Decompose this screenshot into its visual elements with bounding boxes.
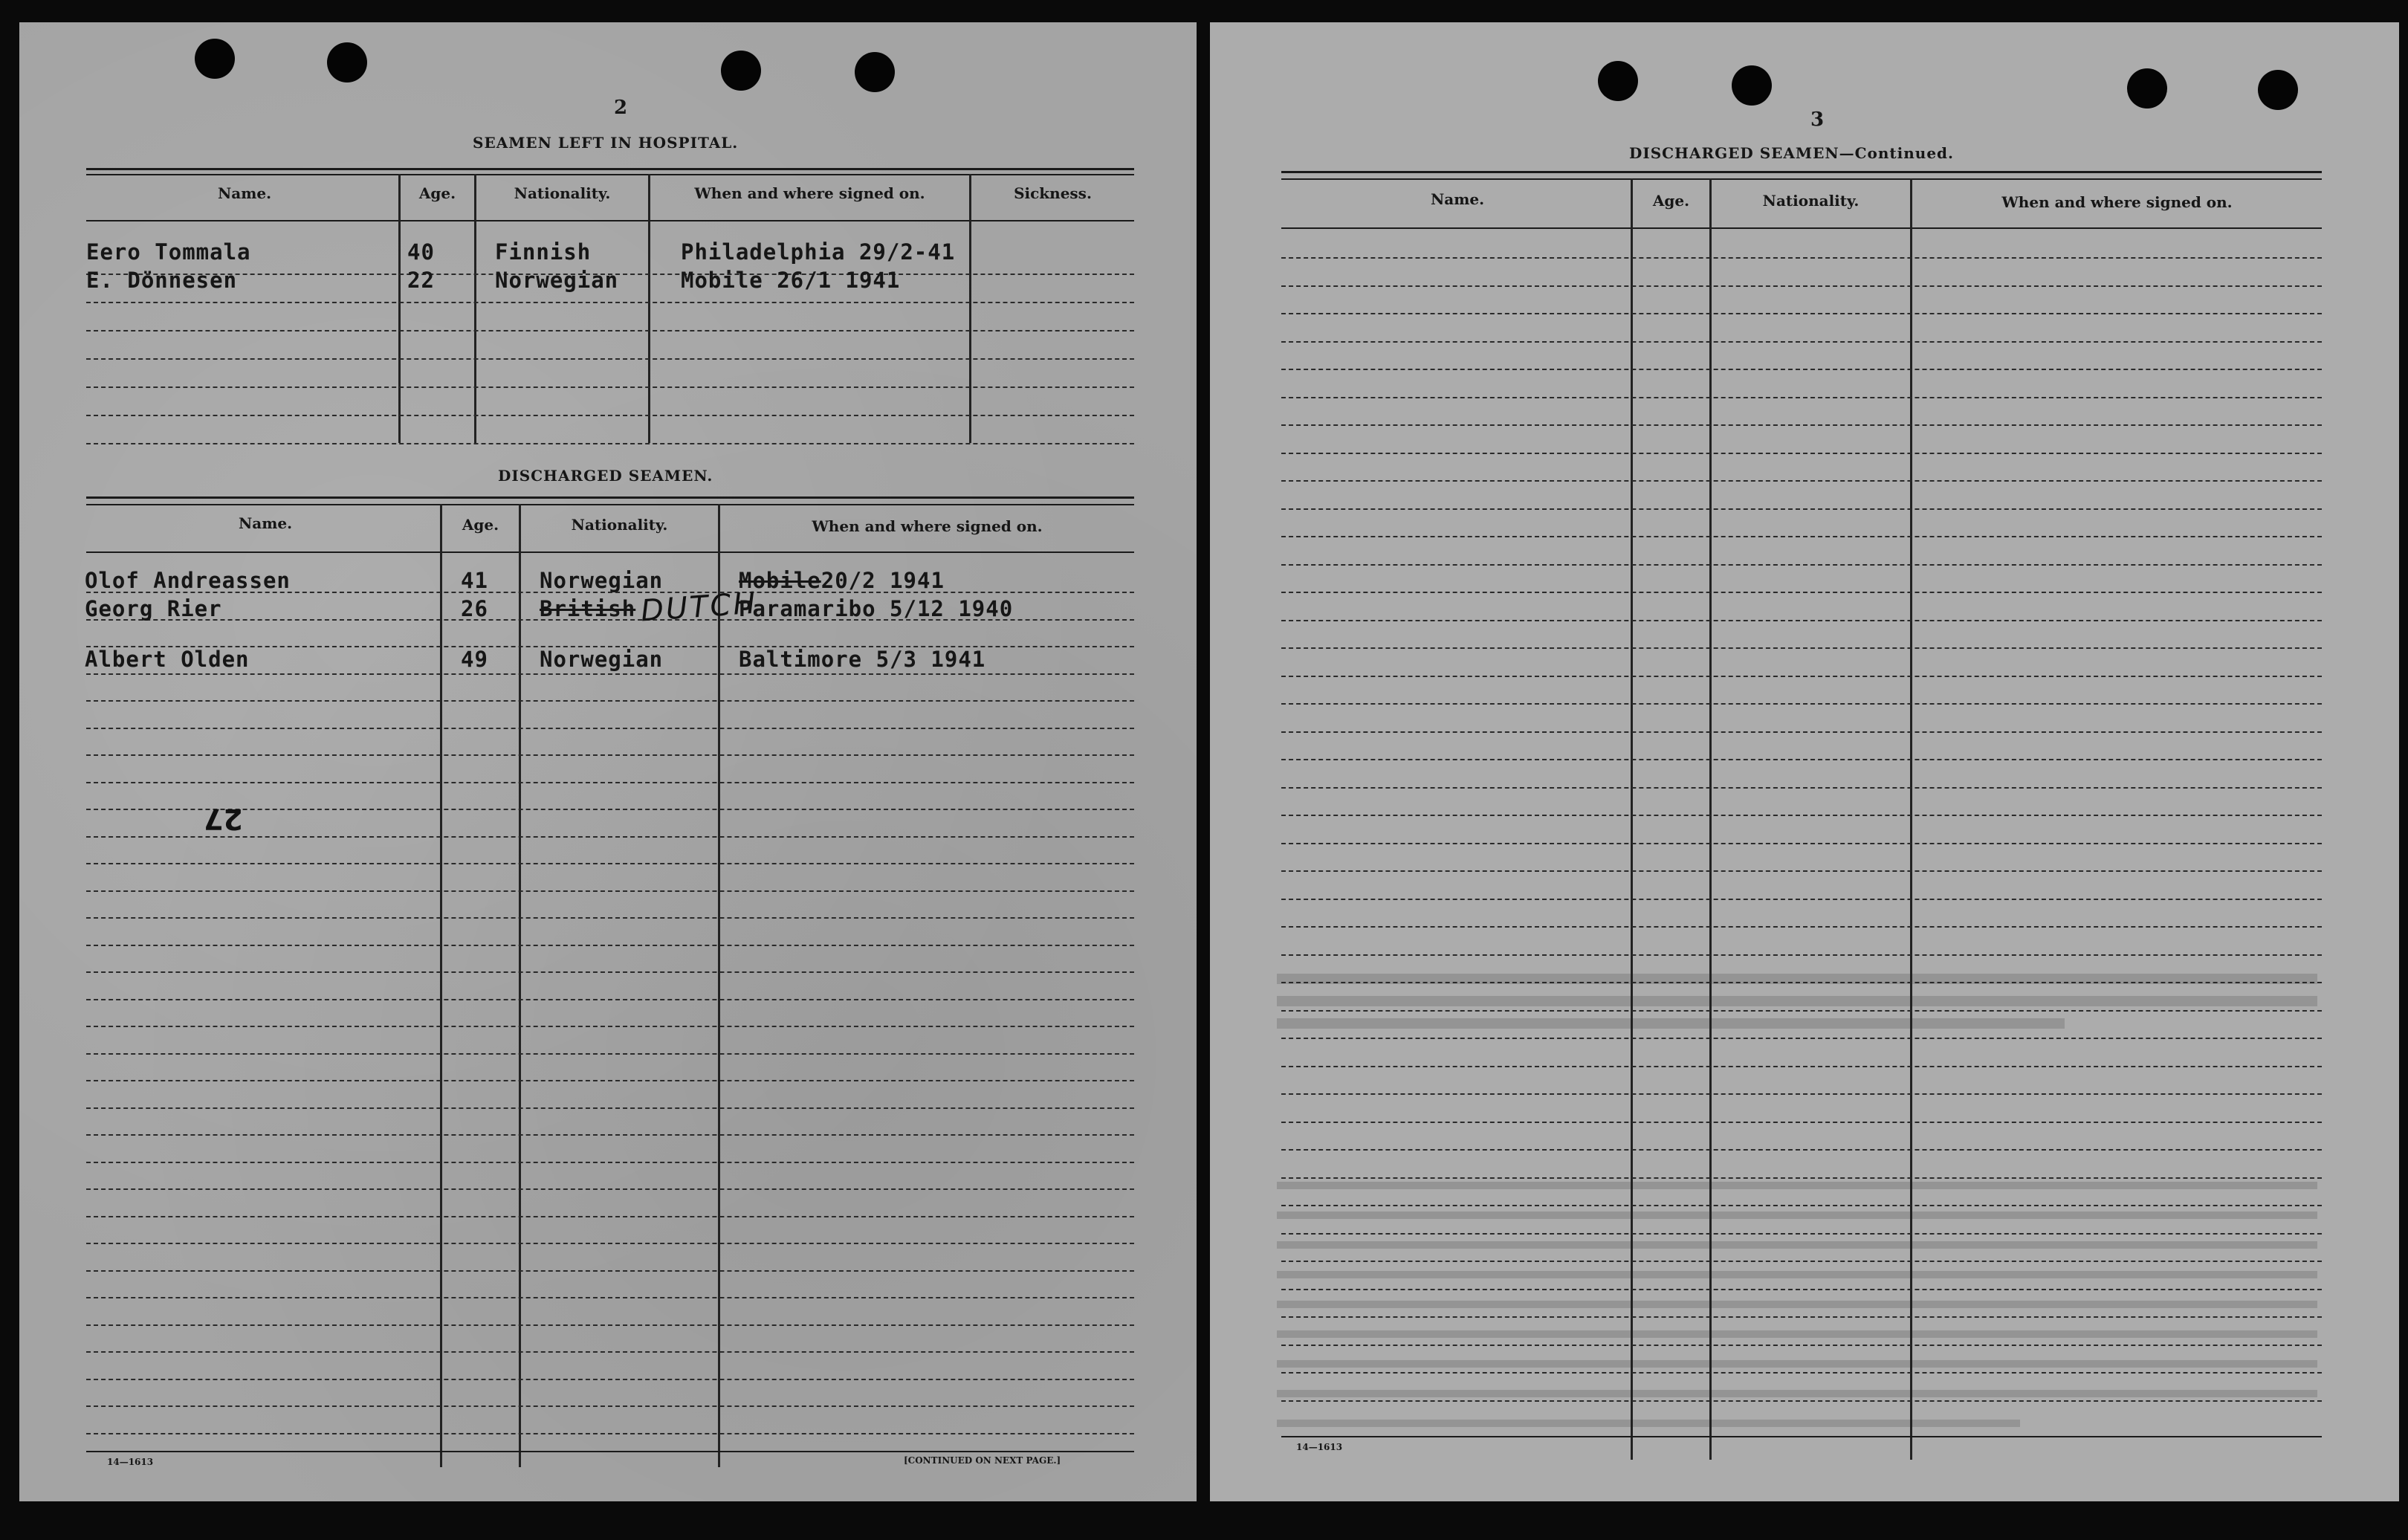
header-rule bbox=[86, 551, 1134, 553]
page-number: 2 bbox=[614, 97, 628, 119]
col-header-name: Name. bbox=[1430, 190, 1485, 208]
punch-hole bbox=[2258, 70, 2298, 110]
col-header-nationality: Nationality. bbox=[1762, 192, 1860, 210]
row-line bbox=[86, 1243, 1134, 1244]
row-line bbox=[86, 863, 1134, 864]
row-line bbox=[86, 1053, 1134, 1055]
row-line bbox=[86, 358, 1134, 360]
column-divider bbox=[1910, 178, 1912, 1460]
table-top-rule bbox=[1281, 171, 2322, 173]
bleed-through bbox=[1277, 1301, 2317, 1308]
discharged-row-nationality: Norwegian bbox=[540, 568, 664, 593]
hospital-row-nationality: Norwegian bbox=[495, 268, 619, 293]
row-line bbox=[86, 1297, 1134, 1298]
bleed-through bbox=[1277, 996, 2317, 1006]
row-line bbox=[86, 1405, 1134, 1407]
hospital-row-name: E. Dönnesen bbox=[86, 268, 238, 293]
handwritten-nationality: DUTCH bbox=[639, 586, 759, 629]
row-line bbox=[86, 1188, 1134, 1190]
row-line bbox=[86, 443, 1134, 444]
column-divider bbox=[474, 174, 476, 443]
col-header-name: Name. bbox=[217, 184, 272, 202]
row-line bbox=[86, 1026, 1134, 1027]
discharged-continued-title: DISCHARGED SEAMEN—Continued. bbox=[1629, 144, 1954, 162]
punch-hole bbox=[327, 42, 367, 82]
row-line bbox=[1281, 397, 2322, 398]
punch-hole bbox=[721, 51, 761, 91]
row-line bbox=[1281, 564, 2322, 566]
row-line bbox=[1281, 1177, 2322, 1179]
row-line bbox=[1281, 731, 2322, 733]
row-line bbox=[1281, 1345, 2322, 1346]
row-line bbox=[1281, 313, 2322, 314]
row-line bbox=[1281, 815, 2322, 816]
punch-hole bbox=[855, 52, 895, 92]
row-line bbox=[1281, 1261, 2322, 1262]
row-line bbox=[86, 999, 1134, 1000]
row-line bbox=[86, 1379, 1134, 1380]
row-line bbox=[1281, 1122, 2322, 1123]
row-line bbox=[1281, 1233, 2322, 1235]
discharged-row-age: 41 bbox=[461, 568, 488, 593]
col-header-sickness: Sickness. bbox=[1014, 184, 1092, 202]
row-line bbox=[86, 1134, 1134, 1136]
column-divider bbox=[440, 504, 442, 1467]
bottom-rule bbox=[86, 1451, 1134, 1452]
row-line bbox=[1281, 1372, 2322, 1374]
continued-note: [CONTINUED ON NEXT PAGE.] bbox=[904, 1455, 1061, 1466]
row-line bbox=[86, 1351, 1134, 1353]
row-line bbox=[86, 302, 1134, 303]
hospital-row-signed-on: Mobile 26/1 1941 bbox=[681, 268, 901, 293]
row-line bbox=[86, 1107, 1134, 1109]
row-line bbox=[86, 386, 1134, 388]
col-header-age: Age. bbox=[418, 184, 456, 202]
table-top-rule bbox=[1281, 178, 2322, 180]
col-header-signed-on: When and where signed on. bbox=[2001, 193, 2233, 211]
col-header-age: Age. bbox=[462, 516, 499, 534]
bleed-through bbox=[1277, 1182, 2317, 1189]
row-line bbox=[1281, 1316, 2322, 1318]
discharged-row-nationality: Norwegian bbox=[540, 647, 664, 672]
table-top-rule bbox=[86, 174, 1134, 175]
bleed-through bbox=[1277, 974, 2317, 984]
row-line bbox=[1281, 480, 2322, 482]
discharged-row-age: 49 bbox=[461, 647, 488, 672]
punch-hole bbox=[2127, 68, 2167, 109]
row-line bbox=[1281, 1289, 2322, 1290]
row-line bbox=[1281, 954, 2322, 956]
row-line bbox=[1281, 424, 2322, 426]
row-line bbox=[86, 917, 1134, 919]
hospital-section-title: SEAMEN LEFT IN HOSPITAL. bbox=[473, 134, 739, 152]
column-divider bbox=[398, 174, 401, 443]
column-divider bbox=[969, 174, 971, 443]
col-header-name: Name. bbox=[238, 514, 293, 532]
col-header-signed-on: When and where signed on. bbox=[694, 184, 925, 202]
row-line bbox=[86, 782, 1134, 783]
column-divider bbox=[1709, 178, 1712, 1460]
column-divider bbox=[519, 504, 521, 1467]
column-divider bbox=[1631, 178, 1633, 1460]
col-header-nationality: Nationality. bbox=[571, 516, 668, 534]
row-line bbox=[1281, 703, 2322, 705]
row-line bbox=[86, 1324, 1134, 1326]
row-line bbox=[1281, 1400, 2322, 1402]
row-line bbox=[1281, 1066, 2322, 1067]
row-line bbox=[1281, 787, 2322, 789]
table-top-rule bbox=[86, 168, 1134, 170]
left-page bbox=[19, 22, 1197, 1501]
form-number: 14—1613 bbox=[1296, 1442, 1343, 1452]
row-line bbox=[1281, 843, 2322, 844]
table-top-rule bbox=[86, 504, 1134, 505]
row-line bbox=[86, 971, 1134, 973]
row-line bbox=[1281, 592, 2322, 593]
row-line bbox=[1281, 1010, 2322, 1012]
discharged-row-signed-on: Baltimore 5/3 1941 bbox=[739, 647, 986, 672]
row-line bbox=[1281, 926, 2322, 928]
row-line bbox=[86, 754, 1134, 756]
discharged-row-name: Olof Andreassen bbox=[85, 568, 291, 593]
col-header-nationality: Nationality. bbox=[514, 184, 611, 202]
row-line bbox=[1281, 899, 2322, 900]
pencil-mark: 27 bbox=[204, 803, 243, 835]
row-line bbox=[1281, 508, 2322, 510]
row-line bbox=[86, 700, 1134, 702]
discharged-row-signed-on bbox=[739, 568, 945, 593]
row-line bbox=[86, 890, 1134, 892]
header-rule bbox=[1281, 227, 2322, 229]
bleed-through bbox=[1277, 1018, 2065, 1029]
discharged-row-name: Georg Rier bbox=[85, 596, 222, 621]
bleed-through bbox=[1277, 1330, 2317, 1338]
row-line bbox=[1281, 870, 2322, 872]
punch-hole bbox=[1732, 65, 1772, 106]
row-line bbox=[86, 330, 1134, 331]
row-line bbox=[86, 728, 1134, 729]
row-line bbox=[86, 836, 1134, 838]
discharged-row-nationality-struck: British bbox=[540, 596, 636, 621]
row-line bbox=[1281, 1093, 2322, 1095]
column-divider bbox=[648, 174, 650, 443]
row-line bbox=[1281, 1038, 2322, 1039]
punch-hole bbox=[195, 39, 235, 79]
hospital-row-age: 40 bbox=[407, 239, 435, 265]
col-header-age: Age. bbox=[1652, 192, 1690, 210]
bleed-through bbox=[1277, 1271, 2317, 1278]
row-line bbox=[1281, 369, 2322, 370]
punch-hole bbox=[1598, 61, 1638, 101]
row-line bbox=[1281, 620, 2322, 621]
row-line bbox=[86, 1216, 1134, 1217]
row-line bbox=[1281, 257, 2322, 259]
discharged-row-signed-on: Paramaribo 5/12 1940 bbox=[739, 596, 1014, 621]
struck-text: Mobile bbox=[739, 568, 821, 593]
hospital-row-age: 22 bbox=[407, 268, 435, 293]
discharged-row-name: Albert Olden bbox=[85, 647, 250, 672]
bleed-through bbox=[1277, 1390, 2317, 1397]
row-line bbox=[1281, 453, 2322, 454]
col-header-signed-on: When and where signed on. bbox=[812, 517, 1043, 535]
row-line bbox=[86, 1433, 1134, 1434]
row-line bbox=[86, 1080, 1134, 1081]
bleed-through bbox=[1277, 1360, 2317, 1368]
page-number: 3 bbox=[1810, 109, 1825, 131]
row-line bbox=[1281, 759, 2322, 760]
row-line bbox=[86, 1162, 1134, 1163]
hospital-row-name: Eero Tommala bbox=[86, 239, 251, 265]
row-line bbox=[1281, 285, 2322, 287]
header-rule bbox=[86, 220, 1134, 221]
hospital-row-signed-on: Philadelphia 29/2-41 bbox=[681, 239, 956, 265]
signed-on-value: 20/2 1941 bbox=[821, 568, 945, 593]
hospital-row-nationality: Finnish bbox=[495, 239, 592, 265]
row-line bbox=[1281, 647, 2322, 649]
discharged-section-title: DISCHARGED SEAMEN. bbox=[498, 467, 713, 485]
table-top-rule bbox=[86, 496, 1134, 499]
row-line bbox=[86, 415, 1134, 416]
row-line bbox=[1281, 341, 2322, 343]
row-line bbox=[86, 945, 1134, 946]
row-line bbox=[86, 809, 1134, 810]
row-line bbox=[1281, 1149, 2322, 1151]
column-divider bbox=[718, 504, 720, 1467]
bleed-through bbox=[1277, 1241, 2317, 1249]
right-page bbox=[1210, 22, 2399, 1501]
discharged-row-age: 26 bbox=[461, 596, 488, 621]
row-line bbox=[86, 673, 1134, 675]
row-line bbox=[86, 1270, 1134, 1272]
row-line bbox=[1281, 536, 2322, 537]
bleed-through bbox=[1277, 1211, 2317, 1219]
row-line bbox=[1281, 1205, 2322, 1206]
row-line bbox=[1281, 676, 2322, 677]
bottom-rule bbox=[1281, 1436, 2322, 1437]
bleed-through bbox=[1277, 1420, 2020, 1427]
form-number: 14—1613 bbox=[107, 1457, 154, 1467]
